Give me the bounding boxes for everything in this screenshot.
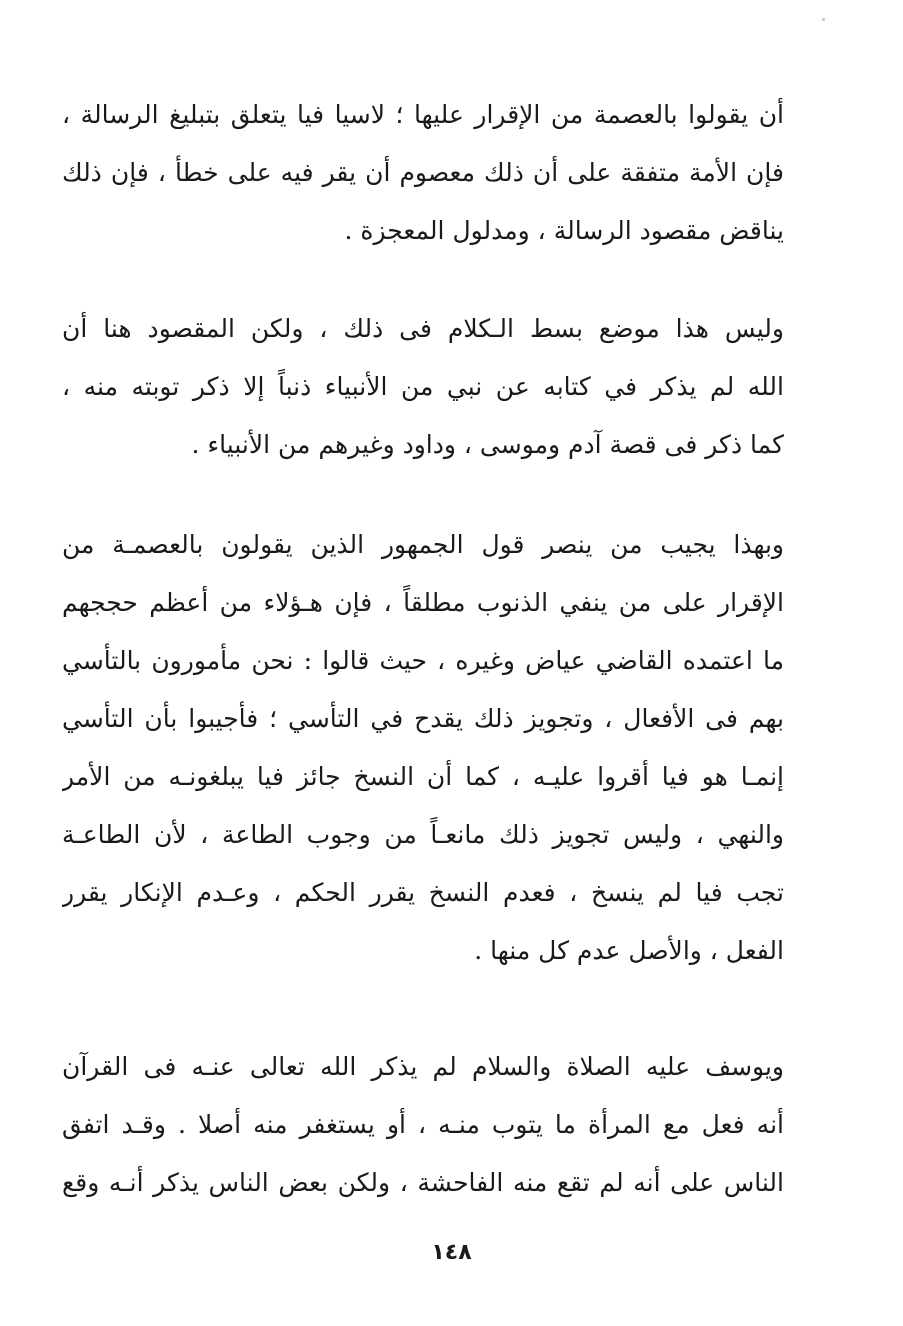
paragraph-line: الفعل ، والأصل عدم كل منها . bbox=[474, 936, 784, 965]
scan-speck bbox=[822, 18, 825, 21]
paragraph-line: فإن الأمة متفقة على أن ذلك معصوم أن يقر فيه على خطأ ، فإن ذلك bbox=[62, 158, 784, 187]
paragraph-line: كما ذكر فى قصة آدم وموسى ، وداود وغيرهم من الأنبياء . bbox=[191, 430, 784, 459]
paragraph-line: ما اعتمده القاضي عياض وغيره ، حيث قالوا : نحن مأمورون بالتأسي bbox=[62, 646, 784, 675]
paragraph-line: يناقض مقصود الرسالة ، ومدلول المعجزة . bbox=[344, 216, 784, 245]
paragraph-1 bbox=[62, 86, 784, 260]
paragraph-line: ويوسف عليه الصلاة والسلام لم يذكر الله تعالى عنـه فى القرآن bbox=[62, 1052, 784, 1081]
paragraph-line: تجب فيا لم ينسخ ، فعدم النسخ يقرر الحكم ، وعـدم الإنكار يقرر bbox=[62, 878, 784, 907]
paragraph-line: وليس هذا موضع بسط الـكلام فى ذلك ، ولكن المقصود هنا أن bbox=[62, 314, 784, 343]
paragraph-line: الناس على أنه لم تقع منه الفاحشة ، ولكن بعض الناس يذكر أنـه وقع bbox=[62, 1168, 784, 1197]
paragraph-line: أنه فعل مع المرأة ما يتوب منـه ، أو يستغفر منه أصلا . وقـد اتفق bbox=[62, 1110, 784, 1139]
paragraph-line: بهم فى الأفعال ، وتجويز ذلك يقدح في التأسي ؛ فأجيبوا بأن التأسي bbox=[62, 704, 784, 733]
paragraph-line: إنمـا هو فيا أقروا عليـه ، كما أن النسخ جائز فيا يبلغونـه من الأمر bbox=[62, 762, 784, 791]
paragraph-line: والنهي ، وليس تجويز ذلك مانعـاً من وجوب الطاعة ، لأن الطاعـة bbox=[62, 820, 784, 849]
paragraph-line: وبهذا يجيب من ينصر قول الجمهور الذين يقولون بالعصمـة من bbox=[62, 530, 784, 559]
paragraph-line: الله لم يذكر في كتابه عن نبي من الأنبياء ذنباً إلا ذكر توبته منه ، bbox=[62, 372, 784, 401]
paragraph-line: الإقرار على من ينفي الذنوب مطلقاً ، فإن هـؤلاء من أعظم حججهم bbox=[62, 588, 784, 617]
paragraph-4 bbox=[62, 1038, 784, 1212]
page-number: ١٤٨ bbox=[431, 1240, 472, 1265]
paragraph-3 bbox=[62, 516, 784, 980]
paragraph-2 bbox=[62, 300, 784, 474]
paragraph-line: أن يقولوا بالعصمة من الإقرار عليها ؛ لاسيا فيا يتعلق بتبليغ الرسالة ، bbox=[62, 100, 784, 129]
